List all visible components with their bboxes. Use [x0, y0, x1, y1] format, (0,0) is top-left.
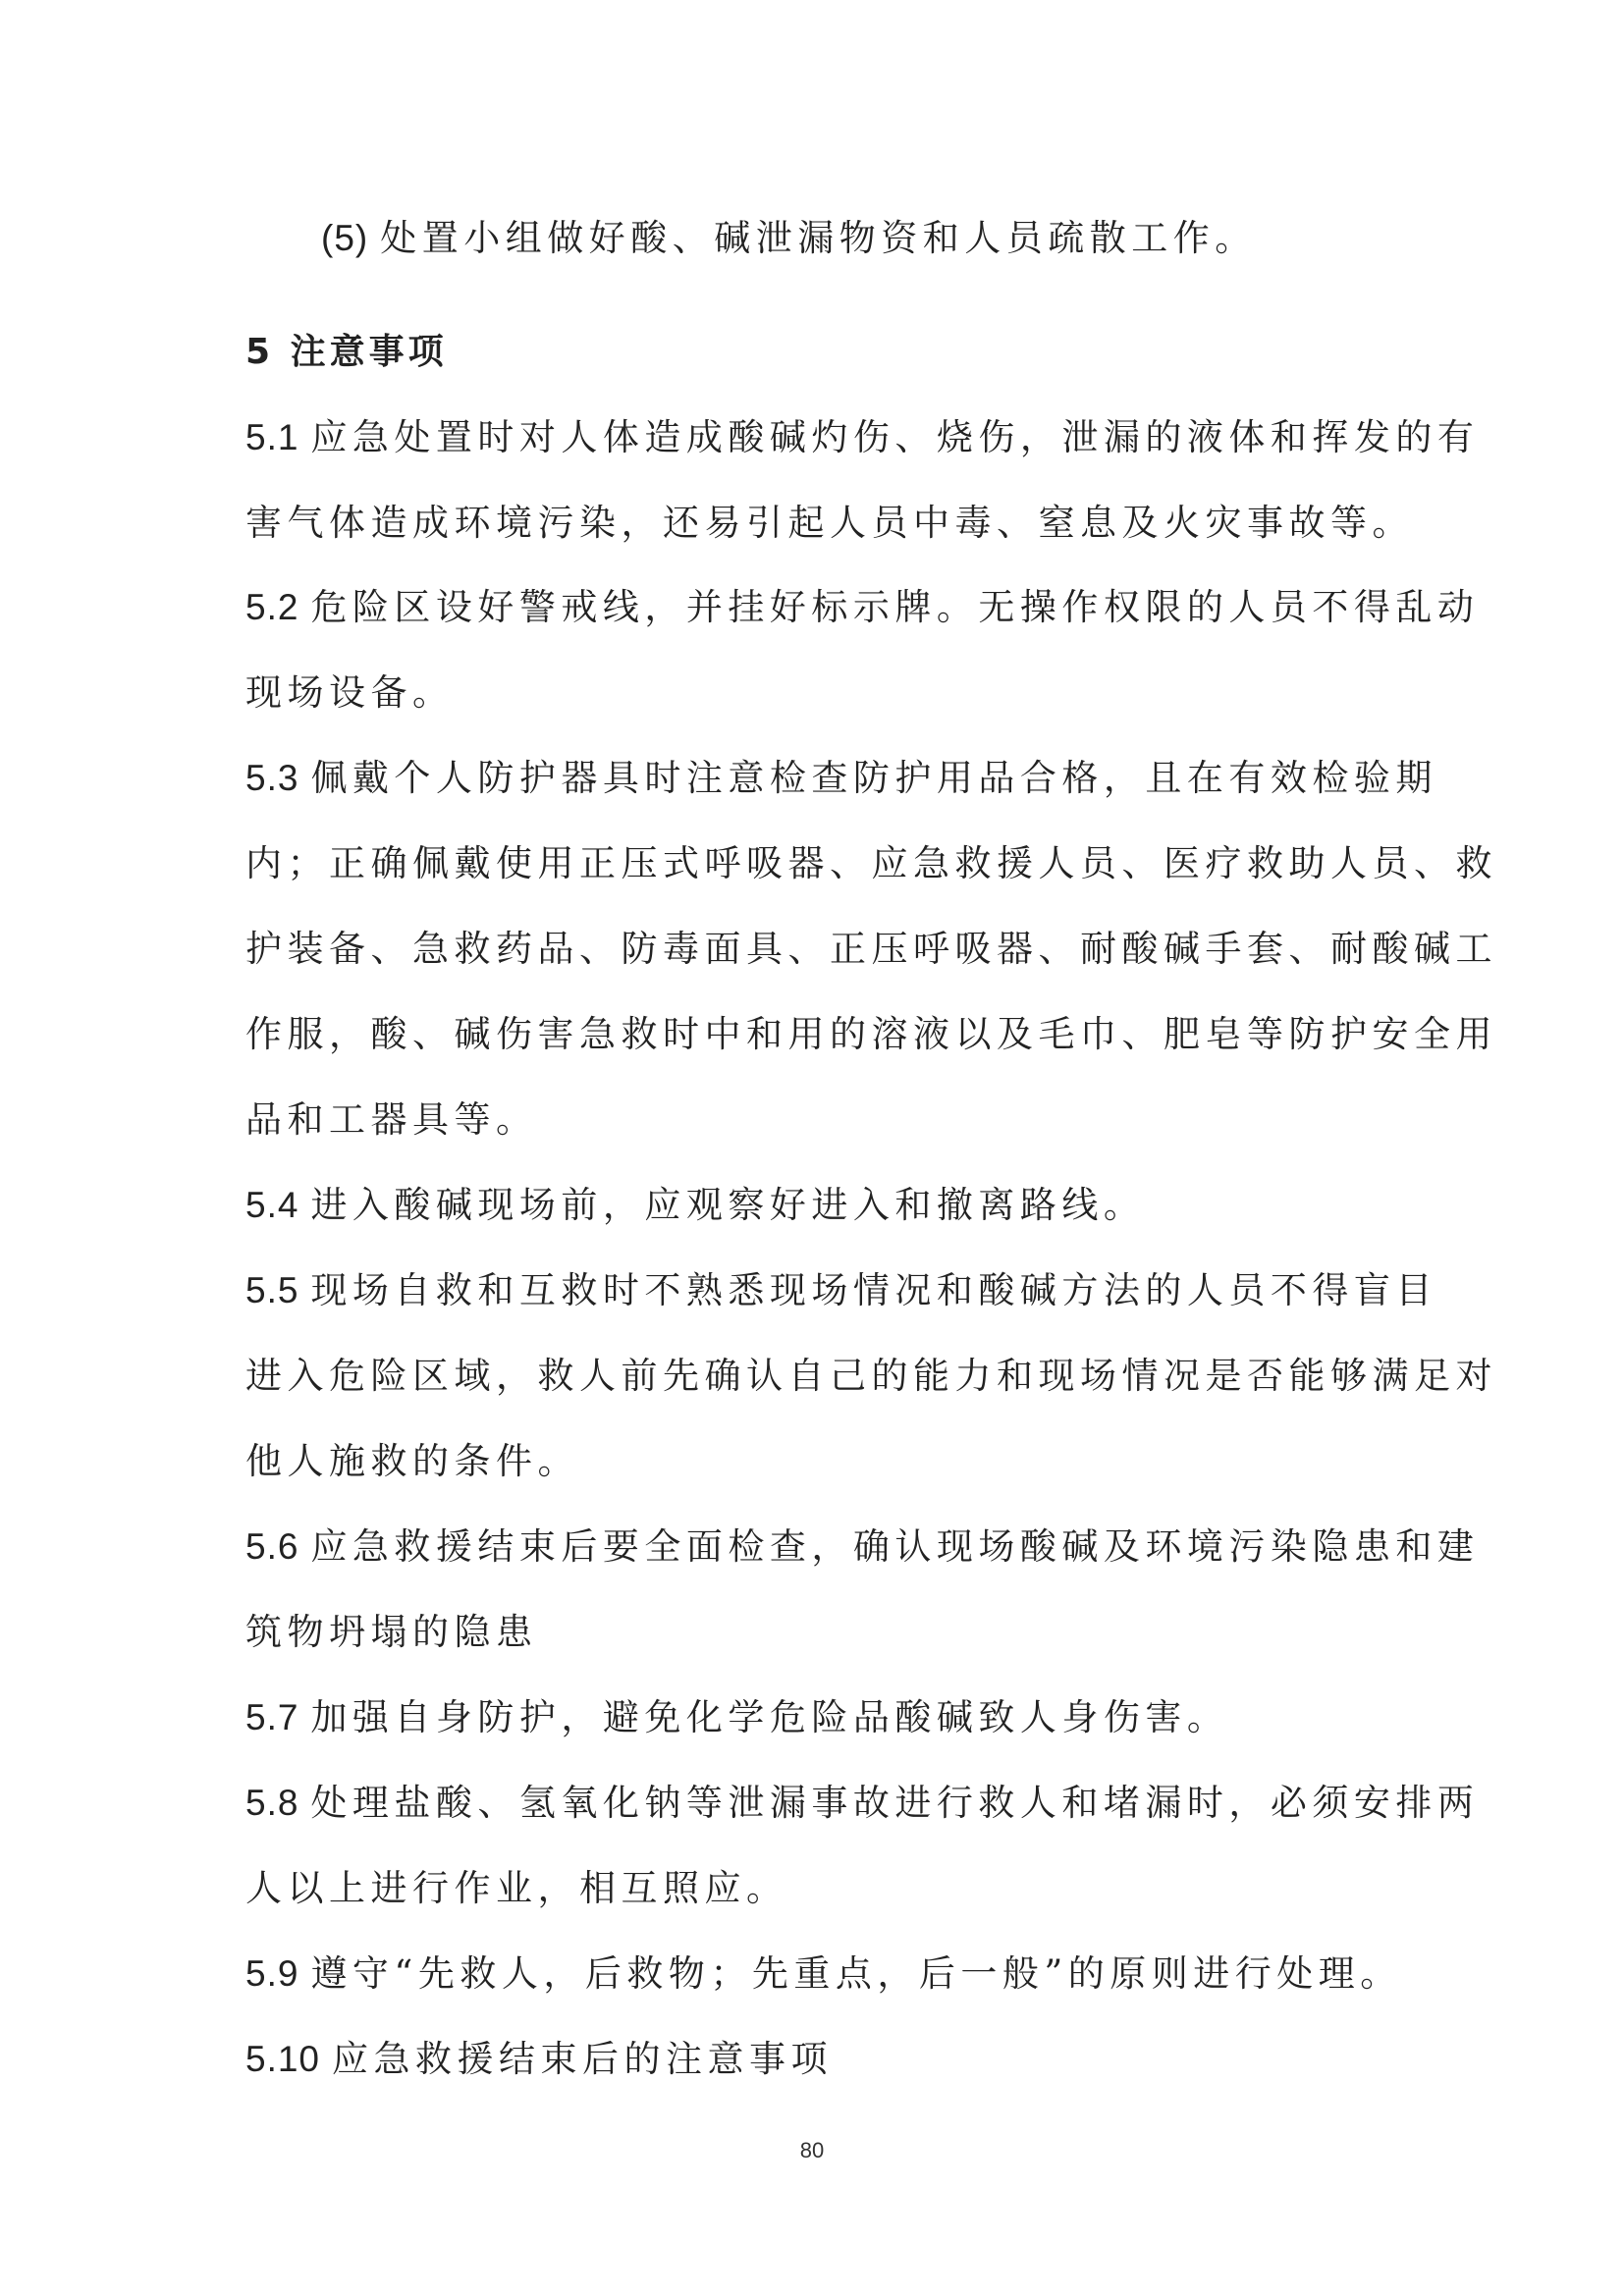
item-number: 5.3 [245, 758, 299, 798]
item-number: 5.5 [245, 1270, 299, 1310]
item-text: 应急救援结束后要全面检查，确认现场酸碱及环境污染隐患和建 [310, 1525, 1480, 1568]
paragraph-5-9-line-1 [245, 1949, 1402, 1999]
item-number: 5.1 [245, 417, 299, 457]
item-number: (5) [321, 218, 369, 258]
paragraph-5-3-line-3: 护装备、急救药品、防毒面具、正压呼吸器、耐酸碱手套、耐酸碱工 [245, 928, 1497, 970]
paragraph-5-5-line-2: 进入危险区域，救人前先确认自己的能力和现场情况是否能够满足对 [245, 1355, 1497, 1397]
item-text: 现场自救和互救时不熟悉现场情况和酸碱方法的人员不得盲目 [310, 1269, 1437, 1311]
item-text: 加强自身防护，避免化学危险品酸碱致人身伤害。 [310, 1696, 1229, 1738]
item-text: 应急处置时对人体造成酸碱灼伤、烧伤，泄漏的液体和挥发的有 [310, 416, 1480, 458]
item-text: 遵守“先救人，后救物；先重点，后一般”的原则进行处理。 [310, 1952, 1402, 1995]
item-number: 5.10 [245, 2039, 321, 2079]
paragraph-5-2-line-2: 现场设备。 [245, 671, 455, 714]
item-number: 5.8 [245, 1783, 299, 1823]
paragraph-5-6-line-2: 筑物坍塌的隐患 [245, 1611, 538, 1653]
paragraph-5-3-line-2: 内；正确佩戴使用正压式呼吸器、应急救援人员、医疗救助人员、救 [245, 842, 1497, 884]
item-number: 5.9 [245, 1953, 299, 1994]
paragraph-5-10-line-1 [245, 2035, 1394, 2084]
paragraph-5-2-line-1 [245, 583, 1480, 632]
item-text: 危险区设好警戒线，并挂好标示牌。无操作权限的人员不得乱动 [310, 586, 1480, 628]
paragraph-5-4-line-1 [245, 1181, 1394, 1230]
item-text: 处置小组做好酸、碱泄漏物资和人员疏散工作。 [380, 217, 1257, 259]
item-number: 5.4 [245, 1185, 299, 1225]
item-number: 5.7 [245, 1697, 299, 1737]
paragraph-5-1-line-2: 害气体造成环境污染，还易引起人员中毒、窒息及火灾事故等。 [245, 502, 1414, 544]
paragraph-5-5-line-1 [245, 1266, 1437, 1315]
list-item-5-paren [321, 214, 1470, 263]
paragraph-5-3-line-1 [245, 754, 1437, 803]
paragraph-5-8-line-2: 人以上进行作业，相互照应。 [245, 1867, 788, 1909]
paragraph-5-8-line-1 [245, 1779, 1480, 1828]
item-text: 处理盐酸、氢氧化钠等泄漏事故进行救人和堵漏时，必须安排两 [310, 1782, 1480, 1824]
item-text: 应急救援结束后的注意事项 [332, 2038, 834, 2080]
paragraph-5-1-line-1 [245, 413, 1480, 462]
paragraph-5-6-line-1 [245, 1522, 1480, 1572]
item-number: 5.6 [245, 1526, 299, 1567]
paragraph-5-5-line-3: 他人施救的条件。 [245, 1440, 579, 1482]
item-text: 进入酸碱现场前，应观察好进入和撤离路线。 [310, 1184, 1146, 1226]
item-number: 5.2 [245, 587, 299, 627]
section-heading: 5 注意事项 [245, 332, 448, 372]
paragraph-5-3-line-5: 品和工器具等。 [245, 1098, 538, 1141]
page-number: 80 [799, 2138, 825, 2163]
paragraph-5-3-line-4: 作服，酸、碱伤害急救时中和用的溶液以及毛巾、肥皂等防护安全用 [245, 1013, 1497, 1055]
item-text: 佩戴个人防护器具时注意检查防护用品合格，且在有效检验期 [310, 757, 1437, 799]
paragraph-5-7-line-1 [245, 1693, 1394, 1742]
